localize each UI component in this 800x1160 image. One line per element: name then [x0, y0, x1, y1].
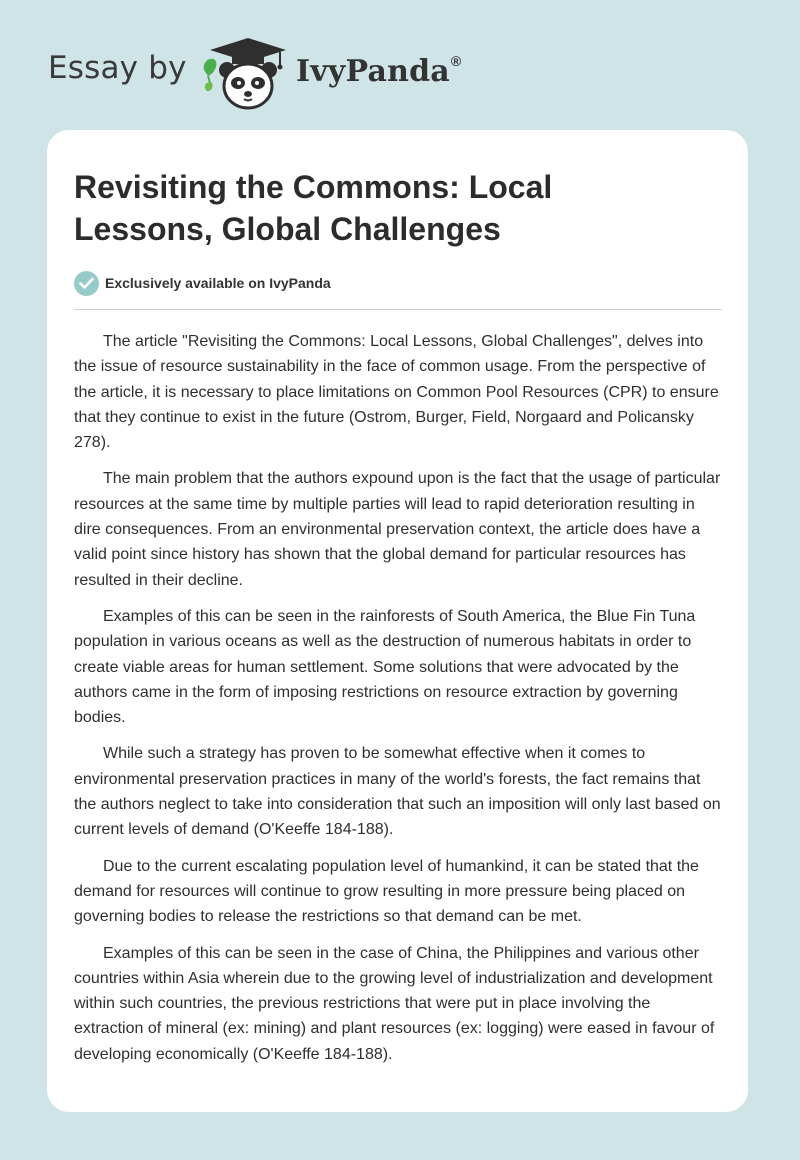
paragraph: Examples of this can be seen in the case of China, the Philippines and various other countries within Asia wherein due to the growing level of industrialization and development within such countries, the previous restrictions that were put in place involving the extraction of mineral (ex: mining) and plant resources (ex: logging) were eased in favour of developing economically (O'Keeffe 184-188). — [74, 944, 715, 1063]
leaf-icon — [204, 59, 217, 76]
paragraph: Examples of this can be seen in the rainforests of South America, the Blue Fin Tuna population in various oceans as well as the destruction of numerous habitats in order to create viable areas for human settlement. Some solutions that were advocated by the authors came in the form of imposing restrictions on resource extraction by governing bodies. — [74, 607, 696, 727]
site-header — [0, 0, 800, 130]
check-circle-icon — [74, 271, 99, 296]
divider — [74, 309, 722, 310]
panda-graduate-icon — [200, 36, 296, 112]
paragraph: Due to the current escalating population level of humankind, it can be stated that the demand for resources will continue to grow resulting in more pressure being placed on governing bodies to release the restrictions so that demand can be met. — [74, 857, 699, 926]
article-card — [47, 130, 748, 1112]
paragraph: While such a strategy has proven to be somewhat effective when it comes to environmental preservation practices in many of the world's forests, the fact remains that the authors neglect to take into consideration that such an imposition will only last based on current levels of demand (O'Keeffe 184-188). — [74, 745, 721, 839]
exclusive-badge — [74, 270, 722, 296]
paragraph: The article "Revisiting the Commons: Local Lessons, Global Challenges", delves into the issue of resource sustainability in the face of common usage. From the perspective of the article, it is necessary to place limitations on Common Pool Resources (CPR) to ensure that they continue to exist in the future (Ostrom, Burger, Field, Norgaard and Policansky 278). — [74, 333, 719, 452]
article-title: Revisiting the Commons: Local Lessons, Global Challenges — [74, 169, 553, 247]
exclusive-badge-label: Exclusively available on IvyPanda — [105, 275, 331, 291]
paragraph: The main problem that the authors expound upon is the fact that the usage of particular resources at the same time by multiple parties will lead to rapid deterioration resulting in dire consequences. From an environmental preservation context, the article does have a valid point since history has shown that the global demand for particular resources has resulted in their decline. — [74, 470, 721, 589]
brand-name[interactable] — [296, 54, 461, 89]
brand-name-text: IvyPanda — [296, 54, 450, 89]
article-body — [74, 329, 722, 1067]
registered-mark: ® — [450, 53, 462, 69]
essay-by-label: Essay by — [48, 50, 187, 86]
